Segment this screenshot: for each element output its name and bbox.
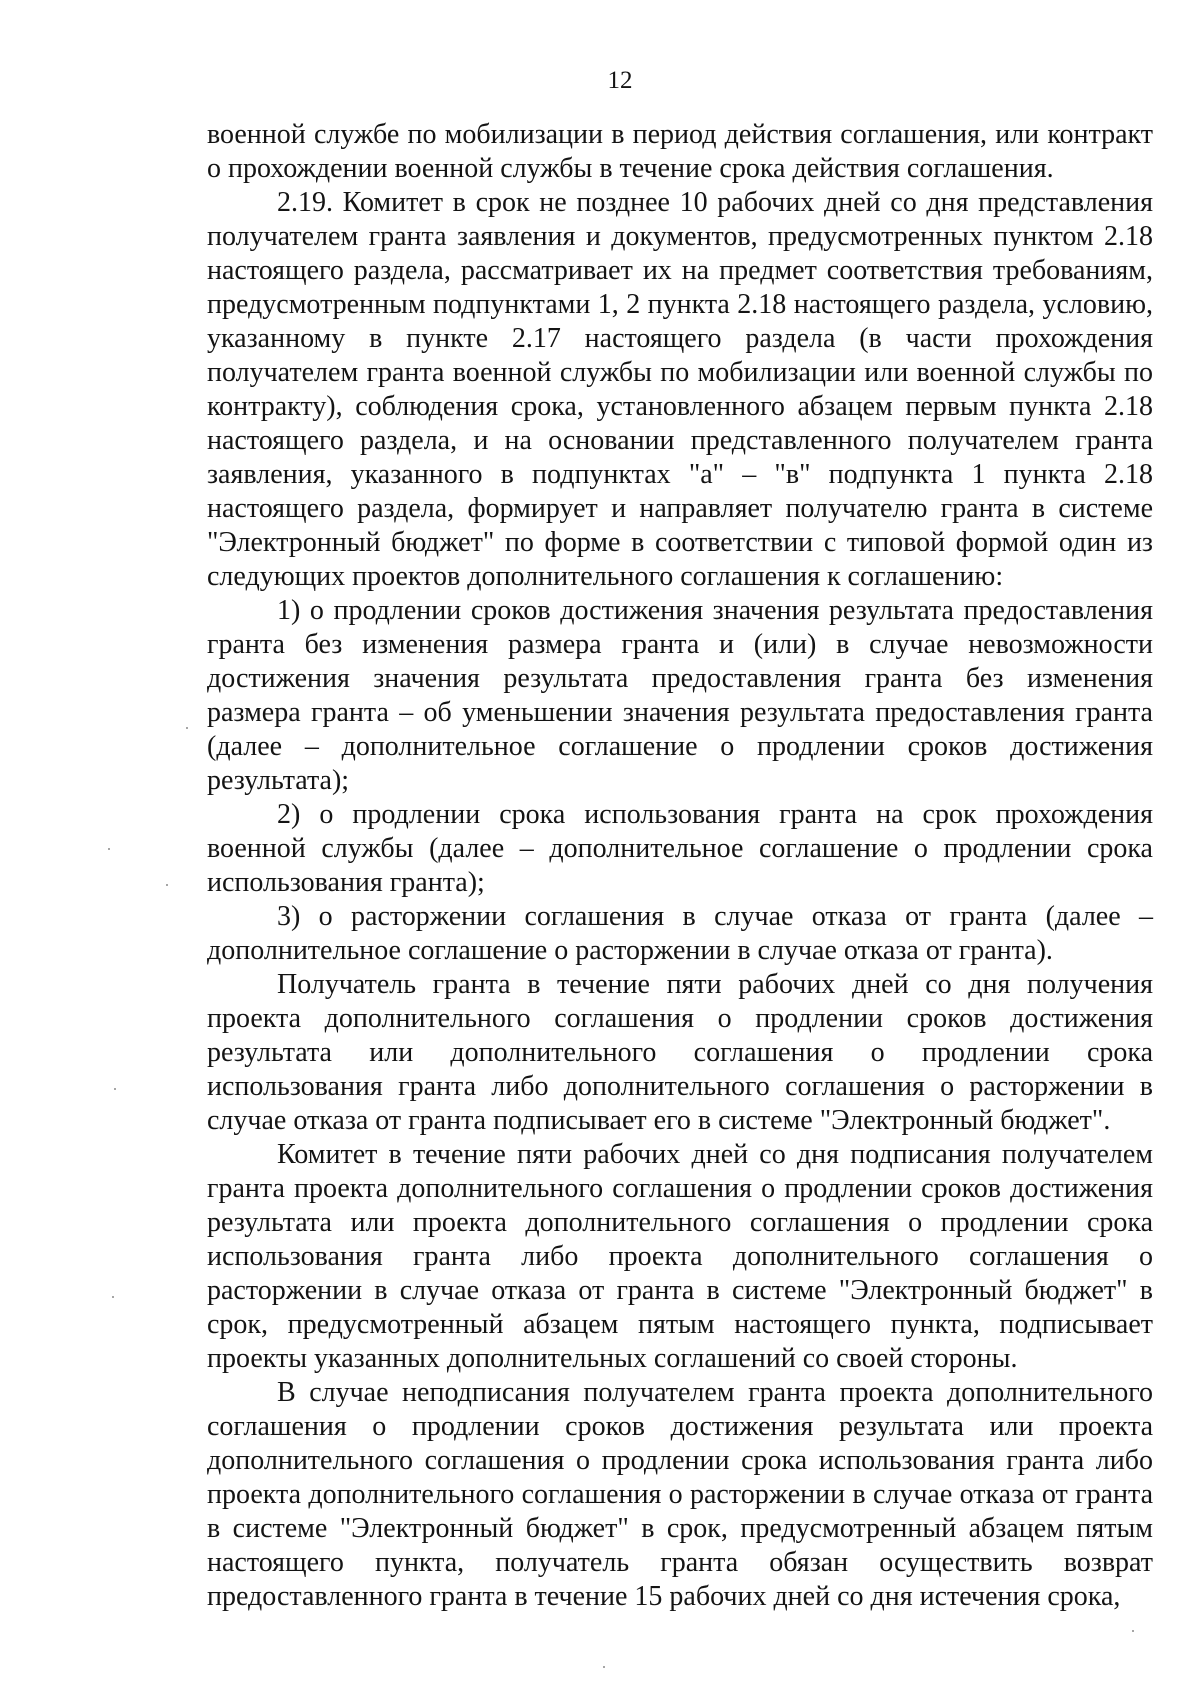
paragraph-recipient-signing: Получатель гранта в течение пяти рабочих дней со дня получения проекта дополнительного соглашения о продлении сроков достижения результата или дополнительного соглашения о продлении срока использования гранта либо дополнительного соглашения о расторжении в случае отказа от гранта подписывает его в системе "Электронный бюджет". [207,969,1153,1136]
paragraph-item-3: 3) о расторжении соглашения в случае отказа от гранта (далее – дополнительное соглашение о расторжении в случае отказа от гранта). [207,901,1153,966]
scan-speck [186,727,188,729]
paragraph-item-2: 2) о продлении срока использования гранта на срок прохождения военной службы (далее – дополнительное соглашение о продлении срока использования гранта); [207,799,1153,898]
scan-speck [108,848,110,850]
document-body [207,118,1153,1614]
paragraph-continuation: военной службе по мобилизации в период действия соглашения, или контракт о прохождении военной службы в течение срока действия соглашения. [207,119,1153,184]
paragraph-item-1: 1) о продлении сроков достижения значения результата предоставления гранта без изменения размера гранта и (или) в случае невозможности достижения значения результата предоставления гранта без изменения размера гранта – об уменьшении значения результата предоставления гранта (далее – дополнительное соглашение о продлении сроков достижения результата); [207,595,1153,796]
scan-speck [166,884,168,886]
paragraph-non-signing: В случае неподписания получателем гранта проекта дополнительного соглашения о продлении сроков достижения результата или проекта дополнительного соглашения о продлении срока использования гранта либо проекта дополнительного соглашения о расторжении в случае отказа от гранта в системе "Электронный бюджет" в срок, предусмотренный абзацем пятым настоящего пункта, получатель гранта обязан осуществить возврат предоставленного гранта в течение 15 рабочих дней со дня истечения срока, [207,1377,1153,1612]
paragraph-clause-2-19: 2.19. Комитет в срок не позднее 10 рабочих дней со дня представления получателем гранта заявления и документов, предусмотренных пунктом 2.18 настоящего раздела, рассматривает их на предмет соответствия требованиям, предусмотренным подпунктами 1, 2 пункта 2.18 настоящего раздела, условию, указанному в пункте 2.17 настоящего раздела (в части прохождения получателем гранта военной службы по мобилизации или военной службы по контракту), соблюдения срока, установленного абзацем первым пункта 2.18 настоящего раздела, и на основании представленного получателем гранта заявления, указанного в подпунктах "а" – "в" подпункта 1 пункта 2.18 настоящего раздела, формирует и направляет получателю гранта в системе "Электронный бюджет" по форме в соответствии с типовой формой один из следующих проектов дополнительного соглашения к соглашению: [207,187,1153,592]
scan-speck [112,1296,114,1298]
page-number: 12 [607,67,633,94]
scan-speck [114,1088,116,1090]
paragraph-committee-signing: Комитет в течение пяти рабочих дней со дня подписания получателем гранта проекта дополнительного соглашения о продлении сроков достижения результата или проекта дополнительного соглашения о продлении срока использования гранта либо проекта дополнительного соглашения о расторжении в случае отказа от гранта в системе "Электронный бюджет" в срок, предусмотренный абзацем пятым настоящего пункта, подписывает проекты указанных дополнительных соглашений со своей стороны. [207,1139,1153,1374]
scan-speck [1132,1630,1134,1632]
scan-speck [603,1666,605,1668]
